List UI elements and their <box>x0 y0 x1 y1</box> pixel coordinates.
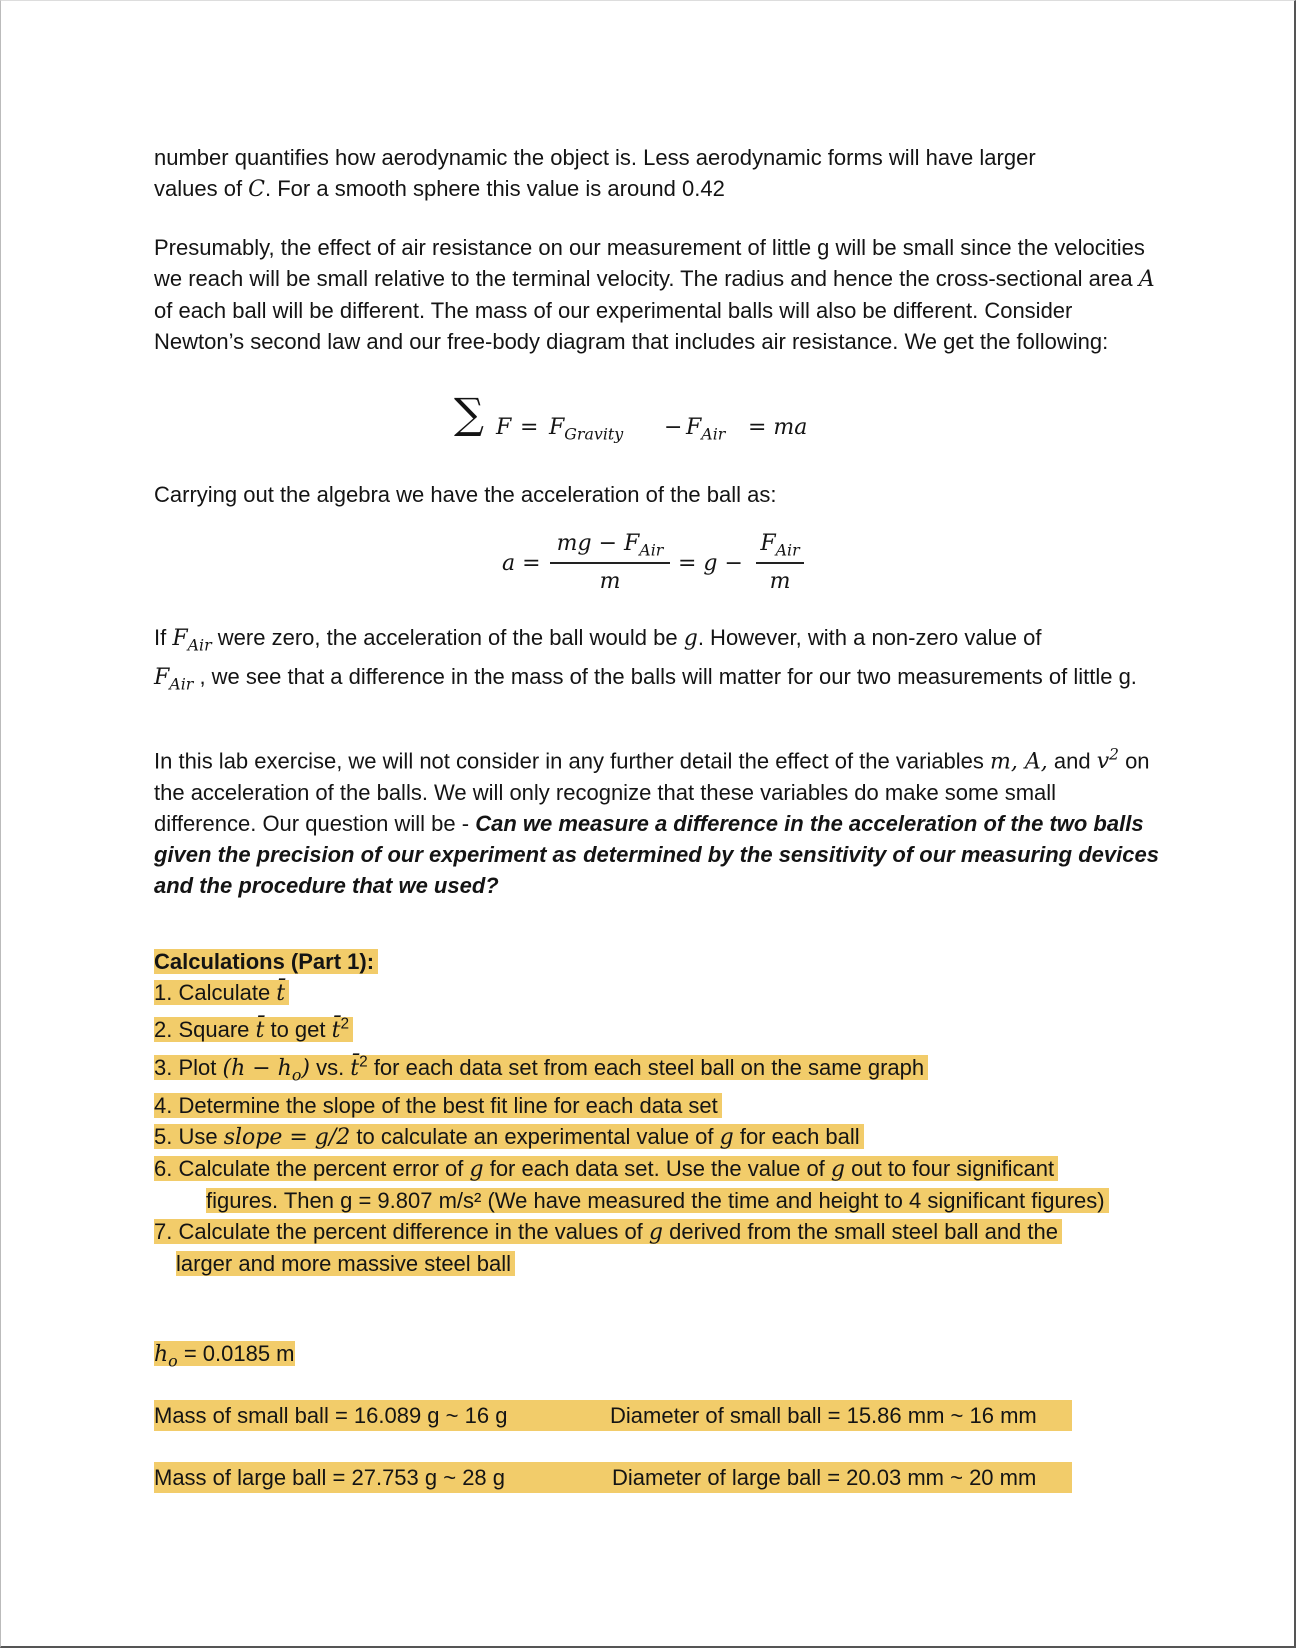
calc-step-4: 4. Determine the slope of the best fit line for each data set <box>154 1090 1164 1121</box>
calculations-section <box>154 946 1164 1279</box>
paragraph-nonzero-air: If $F_{Air}$ were zero, the acceleration of the ball would be g. However, with a non-zero value of $F_{Air}$ , we see that a difference in the mass of the balls will matter for our two measurements of little g. <box>154 625 1137 694</box>
small-ball-row <box>154 1400 1072 1431</box>
h0-value: $h_o = 0.0185$ m <box>154 1341 295 1371</box>
calc-step-3: 3. Plot $(h - h_o)$ vs. t̄$^2$ for each data set from each steel ball on the same graph <box>154 1046 1164 1090</box>
calc-step-1: 1. Calculate t̄ <box>154 977 1164 1009</box>
calculations-heading: Calculations (Part 1): <box>154 949 378 974</box>
diameter-small-ball: Diameter of small ball = 15.86 mm ~ 16 mm <box>610 1403 1037 1428</box>
mass-large-ball: Mass of large ball = 27.753 g ~ 28 g <box>154 1465 506 1490</box>
mass-small-ball: Mass of small ball = 16.089 g ~ 16 g <box>154 1403 508 1428</box>
paragraph-algebra: Carrying out the algebra we have the acceleration of the ball as: <box>154 482 777 507</box>
equation-acceleration: a = mg − $F_{Air}$ m = g − $F_{Air}$ m <box>502 528 952 608</box>
paragraph-lab-question: In this lab exercise, we will not consider in any further detail the effect of the variables m, A, and $v^2$ on the acceleration of the balls. We will only recognize that these variables do make some small difference. Our question will be - Can we measure a difference in the acceleration of the two balls given the precision of our experiment as determined by the sensitivity of our measuring devices and the procedure that we used? <box>154 746 1159 899</box>
calc-step-6-continued: figures. Then g = 9.807 m/s² (We have measured the time and height to 4 significant figures) <box>154 1185 1164 1216</box>
calc-step-7-continued: larger and more massive steel ball <box>154 1248 1164 1279</box>
calc-step-2: 2. Square t̄ to get t̄$^2$ <box>154 1009 1164 1046</box>
diameter-large-ball: Diameter of large ball = 20.03 mm ~ 20 mm <box>612 1465 1037 1490</box>
fraction-bar <box>550 562 670 564</box>
text-line: values of C. For a smooth sphere this value is around 0.42 <box>154 176 725 202</box>
math-C: C <box>248 177 266 202</box>
fraction-bar <box>756 562 804 564</box>
paragraph-air-resistance: Presumably, the effect of air resistance on our measurement of little g will be small since the velocities we reach will be small relative to the terminal velocity. The radius and hence the cross-sectional area A of each ball will be different. The mass of our experimental balls will also be different. Consider Newton’s second law and our free-body diagram that includes air resistance. We get the following: <box>154 235 1155 354</box>
paragraph-drag-coefficient <box>154 142 1164 205</box>
text-line: number quantifies how aerodynamic the object is. Less aerodynamic forms will have larger <box>154 145 1036 170</box>
large-ball-row <box>154 1462 1072 1493</box>
calc-step-6: 6. Calculate the percent error of g for each data set. Use the value of g out to four significant <box>154 1153 1164 1185</box>
math-A: A <box>1138 267 1155 292</box>
calc-step-7: 7. Calculate the percent difference in the values of g derived from the small steel ball and the <box>154 1216 1164 1248</box>
equation-newton-second-law: ∑ F = $F_{Gravity}$ − $F_{Air}$ = ma <box>454 389 808 444</box>
research-question: Can we measure a difference in the acceleration of the two balls given the precision of our experiment as determined by the sensitivity of our measuring devices and the procedure that we used? <box>154 811 1159 899</box>
sigma-symbol: ∑ <box>454 389 484 438</box>
calc-step-5: 5. Use slope = g/2 to calculate an experimental value of g for each ball <box>154 1121 1164 1153</box>
